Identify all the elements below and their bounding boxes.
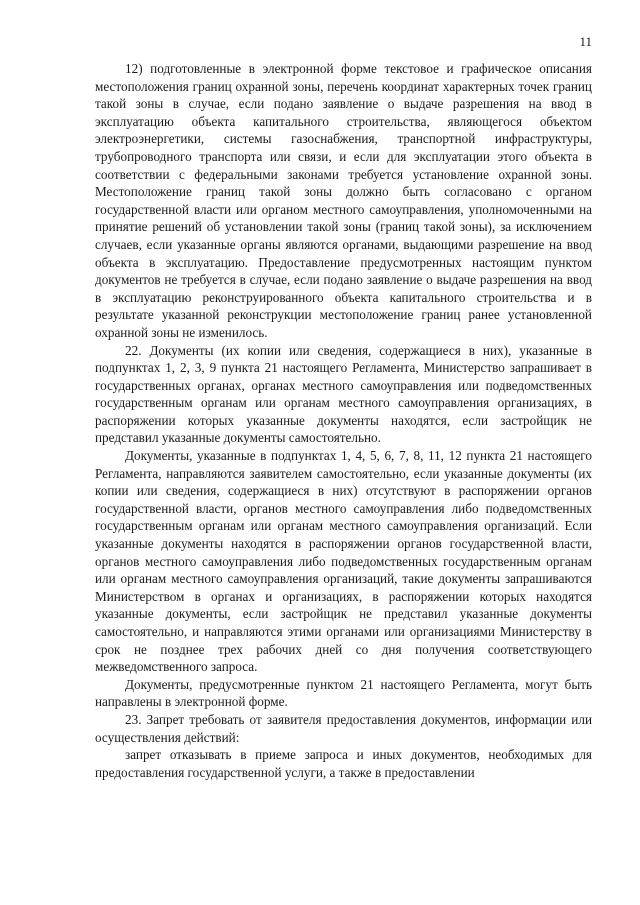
paragraph-clause-22: 22. Документы (их копии или сведения, содержащиеся в них), указанные в подпунктах 1, 2, 3, 9 пункта 21 настоящего Регламента, Министерство запрашивает в государственных органах, органах местного самоуправления или подведомственных государственным органам или органам местного самоуправления организациях, в распоряжении которых указанные документы находятся, если застройщик не представил указанные документы самостоятельно.	[95, 342, 592, 446]
paragraph-clause-23: 23. Запрет требовать от заявителя предоставления документов, информации или осуществления действий:	[95, 711, 592, 745]
page-number: 11	[579, 34, 592, 49]
document-body	[95, 60, 592, 781]
paragraph-electronic-form: Документы, предусмотренные пунктом 21 настоящего Регламента, могут быть направлены в электронной форме.	[95, 676, 592, 710]
paragraph-item-12: 12) подготовленные в электронной форме текстовое и графическое описания местоположения границ охранной зоны, перечень координат характерных точек границ такой зоны в случае, если подано заявление о выдаче разрешения на ввод в эксплуатацию объекта капитального строительства, являющегося объектом электроэнергетики, системы газоснабжения, транспортной инфраструктуры, трубопроводного транспорта или связи, и если для эксплуатации этого объекта в соответствии с федеральными законами требуется установление охранной зоны. Местоположение границ такой зоны должно быть согласовано с органом государственной власти или органом местного самоуправления, уполномоченными на принятие решений об установлении такой зоны (границ такой зоны), за исключением случаев, если указанные органы являются органами, выдающими разрешение на ввод объекта в эксплуатацию. Предоставление предусмотренных настоящим пунктом документов не требуется в случае, если подано заявление о выдаче разрешения на ввод в эксплуатацию реконструированного объекта капитального строительства и в результате указанной реконструкции местоположение границ ранее установленной охранной зоны не изменилось.	[95, 61, 592, 340]
paragraph-applicant-documents: Документы, указанные в подпунктах 1, 4, 5, 6, 7, 8, 11, 12 пункта 21 настоящего Регламента, направляются заявителем самостоятельно, если указанные документы (их копии или сведения, содержащиеся в них) отсутствуют в распоряжении органов государственной власти, органов местного самоуправления либо подведомственных государственным органам или органам местного самоуправления организаций. Если указанные документы находятся в распоряжении органов государственной власти, органов местного самоуправления либо подведомственных государственным органам или органам местного самоуправления организаций, такие документы запрашиваются Министерством в органах и организациях, в распоряжении которых находятся указанные документы, если застройщик не представил указанные документы самостоятельно, и направляются этими органами или организациями Министерству в срок не позднее трех рабочих дней со дня получения соответствующего межведомственного запроса.	[95, 448, 592, 675]
paragraph-refusal-prohibition: запрет отказывать в приеме запроса и иных документов, необходимых для предоставления государственной услуги, а также в предоставлении	[95, 747, 592, 780]
